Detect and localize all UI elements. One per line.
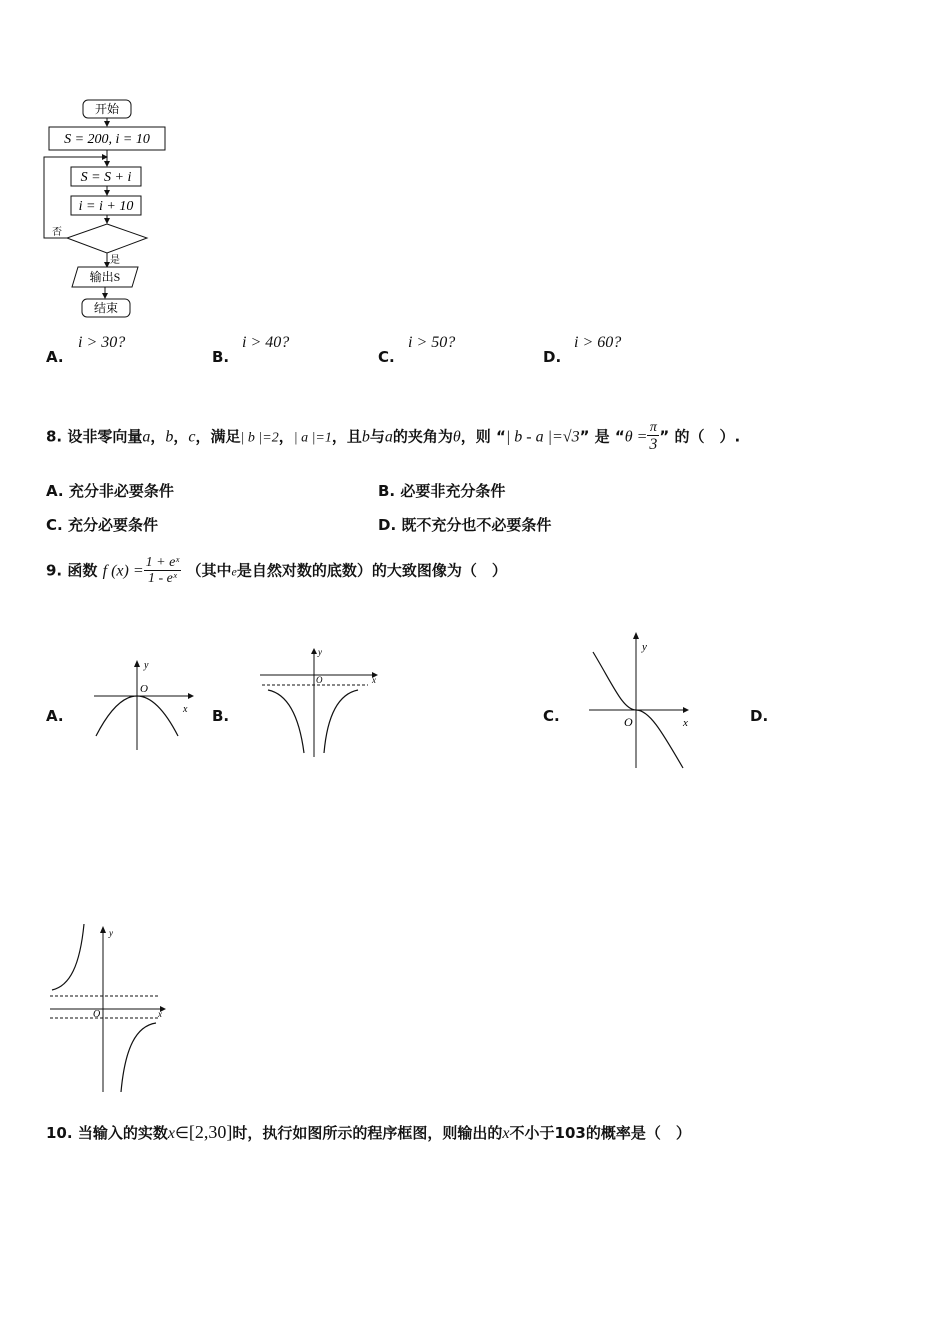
q7-option-a-label[interactable]: A. [46,348,64,366]
q10-var-x: x [167,1125,175,1142]
q9-e: e [231,564,237,579]
q7-option-a-text: i > 30? [78,334,126,351]
q7-option-b-text: i > 40? [242,334,290,351]
flow-step1-text: S = S + i [80,170,132,185]
q10-value: 103 [554,1124,586,1142]
flow-no-label: 否 [52,227,62,238]
flow-decision [67,224,147,253]
flow-yes-label: 是 [110,255,120,266]
q9-denominator: 1 - eˣ [148,571,177,587]
q8-option-a-text: 充分非必要条件 [68,482,174,500]
flow-init-text: S = 200, i = 10 [64,132,150,147]
q8-var-c: c [188,428,196,446]
q10-text-4: 的概率是（ ） [585,1124,691,1142]
q7-option-c-label[interactable]: C. [378,348,395,366]
q8-var-a-2: a [384,428,393,446]
q9-graph-d-x-label: x [158,1009,162,1019]
q9-graph-a-x-label: x [183,704,188,715]
q8-three: 3 [649,436,658,454]
q8-var-a: a [142,428,151,446]
q8-option-d-label: D. [378,516,397,534]
q9-graph-b-origin: O [316,675,323,685]
q7-option-c-text: i > 50? [408,334,456,351]
q9-graph-c-y-label: y [642,641,647,653]
q9-fx: f (x) = [102,562,144,580]
flow-step2-text: i = i + 10 [78,199,134,214]
q8-expr: | b - a |=√3 [505,428,580,446]
q9-numerator: 1 + eˣ [145,555,180,570]
q8-var-b: b [165,428,174,446]
q8-cond-2: | a |=1 [293,430,332,446]
q9-graph-b-y-label: y [318,647,322,657]
q10-number: 10. [46,1124,73,1142]
q8-option-b-text: 必要非充分条件 [400,482,506,500]
q10-text-2: 时，执行如图所示的程序框图，则输出的 [232,1124,503,1142]
q9-graph-a-y-label: y [144,660,149,671]
q8-pi-over-3 [647,420,659,454]
question-10 [46,1122,691,1143]
q8-comma-3: ， [278,427,294,446]
q9-graph-a-origin: O [140,683,148,695]
question-8 [46,420,740,454]
q8-option-a-label: A. [46,482,64,500]
q8-option-d-text: 既不充分也不必要条件 [401,516,552,534]
q9-fraction [144,555,182,587]
q8-option-c-text: 充分必要条件 [67,516,158,534]
q9-text-1: 函数 [67,561,98,580]
q9-option-a-label[interactable]: A. [46,707,64,725]
q8-text-1: 设非零向量 [67,427,143,446]
q8-option-b[interactable] [378,480,505,501]
q10-text-3: 不小于 [509,1124,555,1142]
q9-option-d-label[interactable]: D. [750,707,769,725]
q8-number: 8. [46,427,63,446]
q9-graph-c-origin: O [624,715,633,729]
q7-option-d-label[interactable]: D. [543,348,562,366]
q8-comma-1: ， [150,427,166,446]
q8-option-a[interactable] [46,480,174,501]
q9-graph-c-x-label: x [683,717,688,729]
q8-pi: π [647,420,659,436]
q8-option-d[interactable] [378,514,551,535]
q8-option-b-label: B. [378,482,396,500]
q8-text-8: ” 的（ ）. [659,427,741,446]
flow-output-text: 输出S [89,270,121,284]
flowchart [40,95,190,325]
q8-theta-eq: θ = [624,428,648,446]
q8-text-2: ，满足 [195,427,241,446]
q9-graph-c[interactable] [585,630,700,770]
q10-interval: [2,30] [188,1122,233,1142]
q8-cond-1: | b |=2 [240,430,279,446]
q8-theta: θ [452,428,461,446]
q8-option-c[interactable] [46,514,158,535]
q7-option-d-text: i > 60? [574,334,622,351]
q10-var-x-2: x [502,1125,510,1142]
q8-var-b-2: b [361,428,370,446]
q8-text-3: ，且 [331,427,362,446]
q9-graph-b-x-label: x [372,675,376,685]
q9-graph-b[interactable] [258,645,383,760]
flow-end-text: 结束 [93,301,119,315]
q9-graph-a[interactable] [90,658,195,753]
question-9 [46,555,507,587]
q8-comma-2: ， [173,427,189,446]
q10-text-1: 当输入的实数 [77,1124,168,1142]
q9-option-c-label[interactable]: C. [543,707,560,725]
q8-text-7: ” 是 “ [579,427,625,446]
q9-number: 9. [46,561,63,580]
q8-text-5: 的夹角为 [392,427,453,446]
flow-start-text: 开始 [94,102,120,116]
q9-text-2: （其中 [186,561,232,580]
q9-graph-d-y-label: y [109,928,113,938]
q8-text-6: ，则 “ [460,427,506,446]
q8-text-4: 与 [369,427,385,446]
q9-graph-d-origin: O [93,1009,101,1020]
q9-graph-d[interactable] [48,920,168,1095]
q9-option-b-label[interactable]: B. [212,707,230,725]
q10-in: ∈ [174,1125,189,1142]
q8-option-c-label: C. [46,516,63,534]
q9-text-3: 是自然对数的底数）的大致图像为（ ） [236,561,507,580]
q7-option-b-label[interactable]: B. [212,348,230,366]
